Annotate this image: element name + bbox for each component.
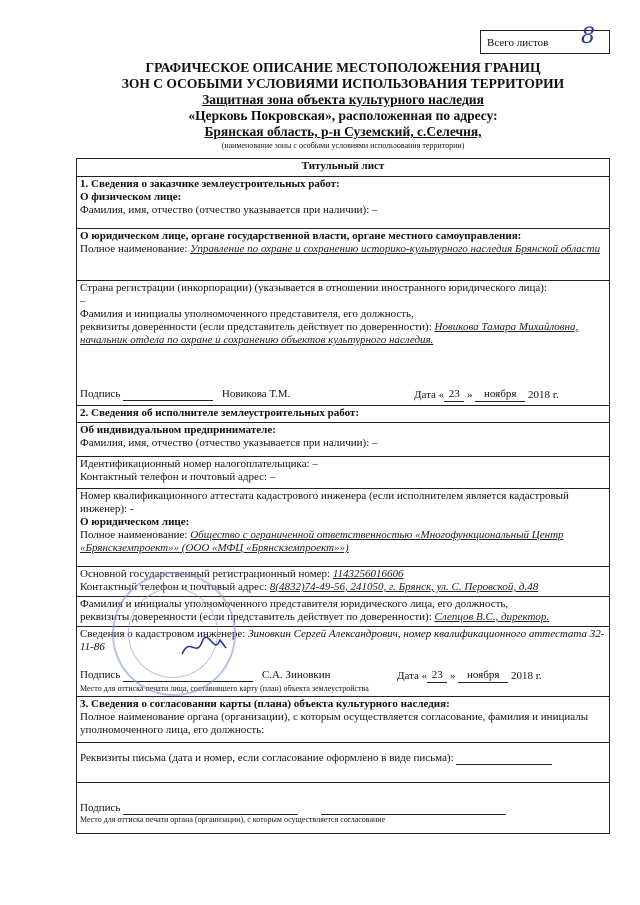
title-line-5: Брянская область, р-н Суземский, с.Селечня, [204, 124, 482, 139]
section-2-legal [77, 488, 609, 566]
title-line-3: Защитная зона объекта культурного наследия [202, 92, 484, 107]
s1-month: ноября [475, 388, 525, 402]
section-3-letter [77, 742, 609, 782]
s2-contact-val: – [269, 471, 276, 483]
section-2-engineer: Сведения о кадастровом инженере: Зиновкин Сергей Александрович, номер квалификационного аттестата 32-11-86 Подпись С.А. Зиновкин Дата « 23 » ноября 2018 г. Место для оттиска печати лица, составившего карту (план) объекта землеустройства [77, 626, 609, 696]
s2-name-label: Полное наименование: [80, 529, 188, 541]
s1-name-val: Управление по охране и сохранению историко-культурного наследия Брянской области [190, 243, 601, 255]
s2-head-row [77, 405, 609, 422]
s1-fio-val: – [372, 204, 378, 216]
s2-rep-val: Слепцов В.С., директор. [434, 611, 550, 623]
s2-sign-name: С.А. Зиновкин [261, 669, 331, 681]
s3-sign-label: Подпись [80, 802, 121, 814]
title-note: (наименование зоны с особыми условиями использования территории) [221, 141, 465, 150]
s2-date-label: Дата « [397, 670, 428, 682]
s2-eng: Сведения о кадастровом инженере: [80, 628, 246, 640]
s1-rep1: Фамилия и инициалы уполномоченного представителя, его должность, [80, 308, 414, 320]
section-3 [77, 696, 609, 742]
s2-sign-label: Подпись [80, 669, 121, 681]
s2-inn-val: – [312, 458, 318, 470]
section-1-rep [77, 280, 609, 362]
s2-stamp-note: Место для оттиска печати лица, составившего карту (план) объекта землеустройства [80, 684, 369, 693]
s1-rep2: реквизиты доверенности (если представитель действует по доверенности): [80, 321, 432, 333]
s2-fio: Фамилия, имя, отчество (отчество указывается при наличии): [80, 437, 370, 449]
s2-addr: Контактный телефон и почтовый адрес: [80, 581, 268, 593]
s2-name-val: Общество с ограниченной ответственностью «Многофункциональный Центр «Брянскземпроект»» (ООО «МФЦ «Брянскземпроект»») [80, 529, 564, 554]
title-line-1: ГРАФИЧЕСКОЕ ОПИСАНИЕ МЕСТОПОЛОЖЕНИЯ ГРАНИЦ [145, 60, 541, 75]
s1-date-label: Дата « [414, 389, 445, 401]
s1-head: 1. Сведения о заказчике землеустроительных работ: [80, 178, 340, 190]
sheets-value: 8 [581, 24, 595, 49]
signature-mark [180, 632, 230, 660]
section-2-inn [77, 456, 609, 488]
section-1-legal [77, 228, 609, 280]
s2-rep1: Фамилия и инициалы уполномоченного представителя юридического лица, его должность, [80, 598, 509, 610]
title-sheet-label: Титульный лист [301, 160, 385, 172]
s1-sign-name: Новикова Т.М. [221, 388, 291, 400]
s2-legal: О юридическом лице: [80, 516, 190, 528]
title-line-2: ЗОН С ОСОБЫМИ УСЛОВИЯМИ ИСПОЛЬЗОВАНИЯ ТЕРРИТОРИИ [121, 76, 565, 91]
s2-fio-val: – [372, 437, 378, 449]
sheets-count-box [480, 24, 610, 54]
s1-day: 23 [444, 388, 464, 402]
s3-head: 3. Сведения о согласовании карты (плана) объекта культурного наследия: [80, 698, 450, 710]
s2-head: 2. Сведения об исполнителе землеустроительных работ: [80, 407, 360, 419]
s2-addr-val: 8(4832)74-49-56, 241050, г. Брянск, ул. С. Перовской, д.48 [269, 581, 539, 593]
section-1-physical [77, 176, 609, 228]
s2-qual: Номер квалификационного аттестата кадастрового инженера (если исполнителем является кадастровый инженер): [80, 490, 569, 515]
section-3-sign [77, 782, 609, 834]
s1-phys: О физическом лице: [80, 191, 182, 203]
s1-fio: Фамилия, имя, отчество (отчество указывается при наличии): [80, 204, 370, 216]
s2-contact: Контактный телефон и почтовый адрес: [80, 471, 268, 483]
sheets-label: Всего листов [487, 37, 549, 49]
s2-ogrn-val: 1143256016606 [332, 568, 404, 580]
s1-legal: О юридическом лице, органе государственной власти, органе местного самоуправления: [80, 230, 522, 242]
s3-letter-line [456, 764, 552, 765]
s2-day: 23 [427, 669, 447, 683]
s1-year: 2018 г. [527, 389, 559, 401]
s3-stamp-note: Место для оттиска печати органа (организации), с которым осуществляется согласование [80, 815, 386, 824]
s2-ip: Об индивидуальном предпринимателе: [80, 424, 276, 436]
s3-org: Полное наименование органа (организации), с которым осуществляется согласование, фамилия и инициалы уполномоченного лица, его должность: [80, 711, 589, 736]
s1-rep-val: Новикова Тамара Михайловна, начальник отдела по охране и сохранению объектов культурного наследия. [80, 321, 579, 346]
s1-country-val: – [80, 295, 86, 307]
form-frame [76, 158, 610, 834]
section-2-ip [77, 422, 609, 456]
s2-ogrn: Основной государственный регистрационный номер: [80, 568, 331, 580]
s3-letter: Реквизиты письма (дата и номер, если согласование оформлено в виде письма): [80, 752, 454, 764]
s2-qual-val: - [129, 503, 134, 515]
s1-name-label: Полное наименование: [80, 243, 188, 255]
s1-country: Страна регистрации (инкорпорации) (указывается в отношении иностранного юридического лица): [80, 282, 547, 294]
section-1-sign: Подпись Новикова Т.М. Дата « 23 » ноября 2018 г. [80, 388, 559, 401]
s2-month: ноября [458, 669, 508, 683]
s2-inn: Идентификационный номер налогоплательщика: [80, 458, 310, 470]
s1-sign-line [123, 400, 213, 401]
s2-eng-val: Зиновкин Сергей Александрович, номер квалификационного аттестата 32-11-86 [80, 628, 605, 653]
s2-rep2: реквизиты доверенности (если представитель действует по доверенности): [80, 611, 432, 623]
s2-year: 2018 г. [510, 670, 542, 682]
document-title [76, 60, 610, 152]
s1-sign-label: Подпись [80, 388, 121, 400]
title-line-4: «Церковь Покровская», расположенная по адресу: [188, 108, 498, 123]
